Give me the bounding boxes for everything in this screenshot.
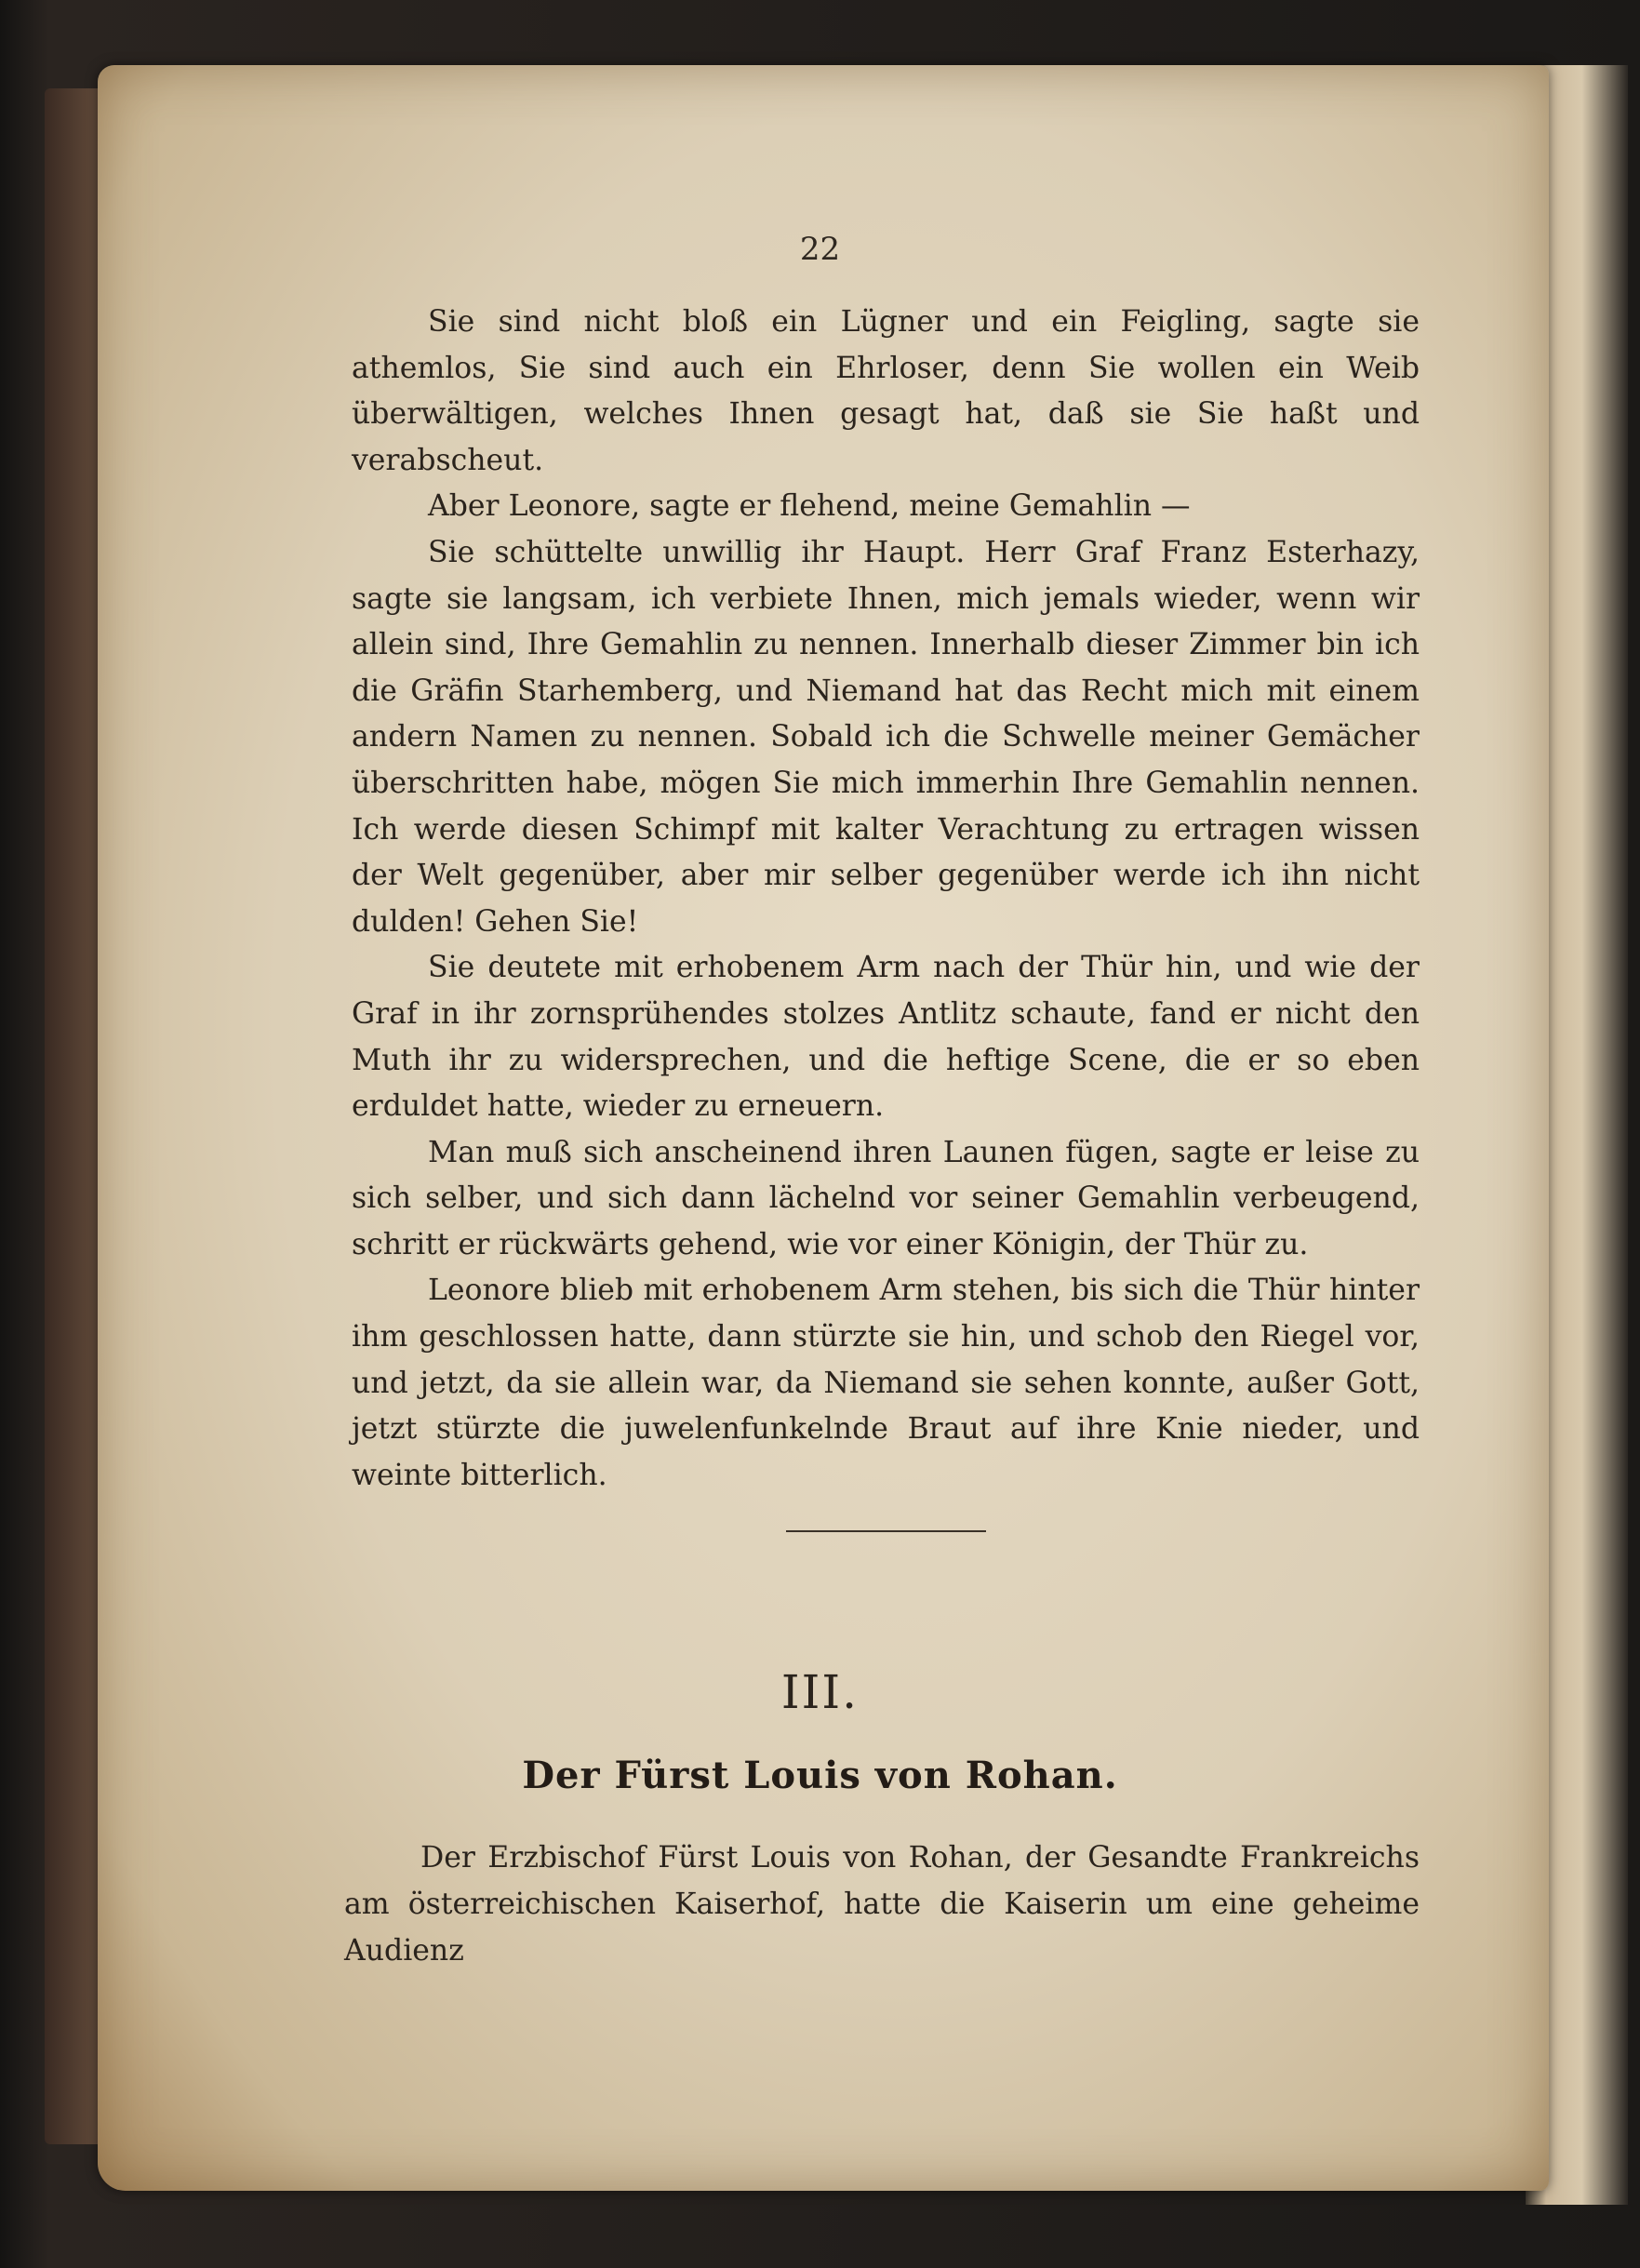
body-text xyxy=(352,300,1420,1499)
paragraph: Sie sind nicht bloß ein Lügner und ein Feigling, sagte sie athemlos, Sie sind auch ein Ehrloser, denn Sie wollen ein Weib überwältigen, welches Ihnen gesagt hat, daß sie Sie haßt und verabscheut. xyxy=(352,305,1420,477)
paragraph: Sie schüttelte unwillig ihr Haupt. Herr Graf Franz Esterhazy, sagte sie langsam, ich verbiete Ihnen, mich jemals wieder, wenn wir allein sind, Ihre Gemahlin zu nennen. Innerhalb dieser Zimmer bin ich die Gräfin Starhemberg, und Niemand hat das Recht mich mit einem andern Namen zu nennen. Sobald ich die Schwelle meiner Gemächer überschritten habe, mögen Sie mich immerhin Ihre Gemahlin nennen. Ich werde diesen Schimpf mit kalter Verachtung zu ertragen wissen der Welt gegenüber, aber mir selber gegenüber werde ich ihn nicht dulden! Gehen Sie! xyxy=(352,535,1420,939)
paragraph: Leonore blieb mit erhobenem Arm stehen, bis sich die Thür hinter ihm geschlossen hatte, dann stürzte sie hin, und schob den Riegel vor, und jetzt, da sie allein war, da Niemand sie sehen konnte, außer Gott, jetzt stürzte die juwelenfunkelnde Braut auf ihre Knie nieder, und weinte bitterlich. xyxy=(352,1274,1420,1492)
paragraph: Der Erzbischof Fürst Louis von Rohan, der Gesandte Frankreichs am österreichischen Kaiserhof, hatte die Kaiserin um eine geheime Audienz xyxy=(344,1841,1420,1968)
section-divider xyxy=(786,1530,986,1532)
paragraph: Aber Leonore, sagte er flehend, meine Gemahlin — xyxy=(428,489,1191,524)
chapter-title: Der Fürst Louis von Rohan. xyxy=(522,1754,1118,1797)
paragraph: Man muß sich anscheinend ihren Launen fügen, sagte er leise zu sich selber, und sich dann lächelnd vor seiner Gemahlin verbeugend, schritt er rückwärts gehend, wie vor einer Königin, der Thür zu. xyxy=(352,1135,1420,1261)
paragraph: Sie deutete mit erhobenem Arm nach der Thür hin, und wie der Graf in ihr zornsprühendes stolzes Antlitz schaute, fand er nicht den Muth ihr zu widersprechen, und die heftige Scene, die er so eben erduldet hatte, wieder zu erneuern. xyxy=(352,951,1420,1124)
chapter-number: III. xyxy=(780,1665,860,1719)
page-number: 22 xyxy=(799,231,841,268)
chapter-opening xyxy=(344,1834,1420,1974)
